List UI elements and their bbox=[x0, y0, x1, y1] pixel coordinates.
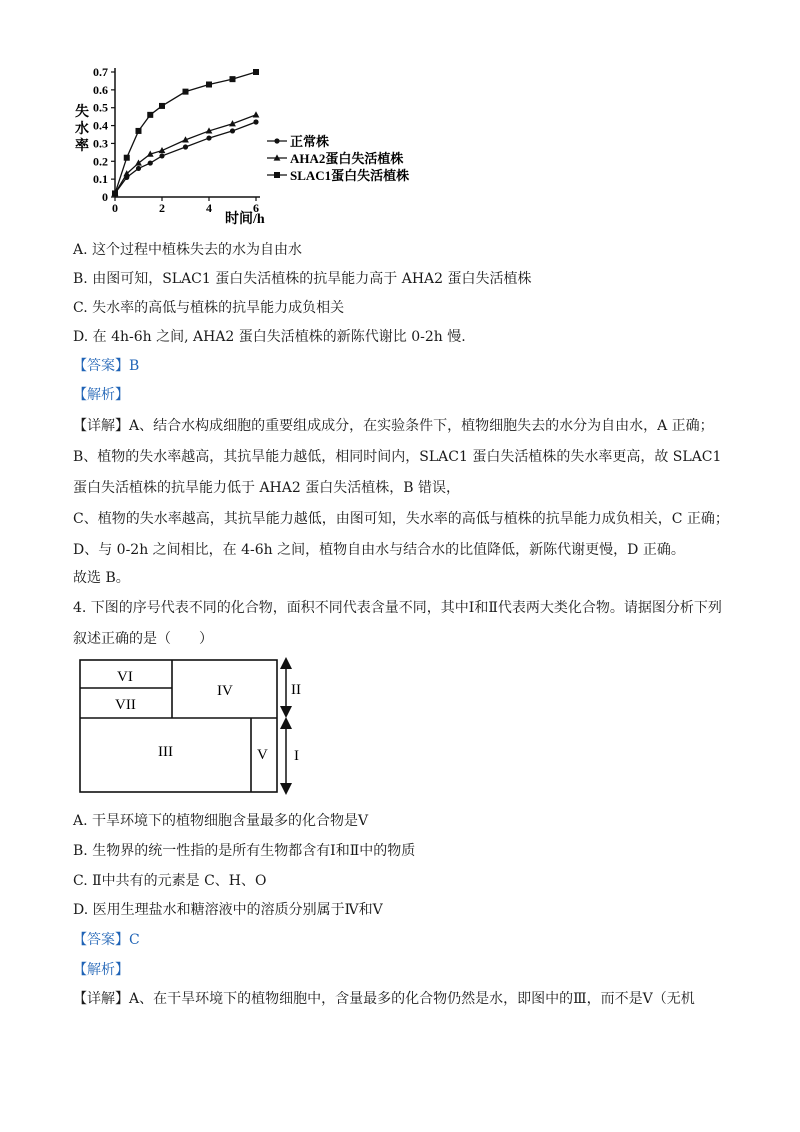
legend-marker bbox=[274, 172, 280, 178]
y-tick-label: 0.4 bbox=[93, 118, 108, 133]
q4-option-b: B. 生物界的统一性指的是所有生物都含有Ⅰ和Ⅱ中的物质 bbox=[73, 843, 416, 859]
q3-option-a: A. 这个过程中植株失去的水为自由水 bbox=[73, 242, 303, 258]
series-circle bbox=[112, 119, 258, 196]
label-iii: III bbox=[158, 744, 173, 760]
data-point bbox=[136, 128, 142, 134]
data-point bbox=[136, 166, 141, 171]
data-point bbox=[124, 155, 130, 161]
chart-legend bbox=[267, 134, 409, 183]
series-line bbox=[115, 115, 256, 194]
data-point bbox=[147, 112, 153, 118]
q3-conclusion: 故选 B。 bbox=[73, 570, 130, 586]
q3-answer: 【答案】B bbox=[73, 358, 140, 374]
data-point bbox=[230, 128, 235, 133]
label-v: V bbox=[257, 747, 268, 763]
legend-label: 正常株 bbox=[290, 134, 330, 149]
legend-label: SLAC1蛋白失活植株 bbox=[290, 168, 410, 183]
label-i: I bbox=[294, 748, 299, 764]
q3-detail-line-5: D、与 0-2h 之间相比，在 4-6h 之间，植物自由水与结合水的比值降低，新陈代谢更慢，D 正确。 bbox=[73, 542, 685, 558]
q3-detail-line-1: 【详解】A、结合水构成细胞的重要组成成分，在实验条件下，植物细胞失去的水分为自由水，A 正确； bbox=[73, 418, 714, 434]
y-axis-label: 失水率 bbox=[75, 105, 89, 154]
data-point bbox=[159, 103, 165, 109]
label-vi: VI bbox=[117, 669, 133, 685]
q3-option-c: C. 失水率的高低与植株的抗旱能力成负相关 bbox=[73, 300, 345, 316]
data-point bbox=[135, 159, 142, 165]
q4-detail-line-1: 【详解】A、在干旱环境下的植物细胞中，含量最多的化合物仍然是水，即图中的Ⅲ，而不是Ⅴ（无机 bbox=[73, 991, 695, 1007]
q4-stem-line-1: 4. 下图的序号代表不同的化合物，面积不同代表含量不同，其中Ⅰ和Ⅱ代表两大类化合物。请据图分析下列 bbox=[73, 600, 722, 616]
x-axis-label: 时间/h bbox=[225, 212, 265, 227]
q4-option-a: A. 干旱环境下的植物细胞含量最多的化合物是Ⅴ bbox=[73, 813, 369, 829]
data-point bbox=[253, 111, 260, 117]
label-ii: II bbox=[291, 682, 301, 698]
legend-label: AHA2蛋白失活植株 bbox=[290, 151, 404, 166]
chart-series bbox=[112, 69, 260, 196]
q3-option-d: D. 在 4h-6h 之间, AHA2 蛋白失活植株的新陈代谢比 0-2h 慢. bbox=[73, 329, 466, 345]
q3-option-b: B. 由图可知，SLAC1 蛋白失活植株的抗旱能力高于 AHA2 蛋白失活植株 bbox=[73, 271, 532, 287]
water-loss-chart bbox=[70, 58, 450, 228]
x-tick-label: 2 bbox=[159, 201, 165, 215]
y-tick-label: 0.1 bbox=[93, 172, 108, 187]
data-point bbox=[253, 69, 259, 75]
label-vii: VII bbox=[115, 697, 136, 713]
y-tick-label: 0.5 bbox=[93, 100, 108, 115]
series-square bbox=[112, 69, 259, 196]
q4-stem-line-2: 叙述正确的是（ ） bbox=[73, 631, 213, 647]
q4-analysis-heading: 【解析】 bbox=[73, 962, 129, 978]
data-point bbox=[159, 153, 164, 158]
series-triangle bbox=[112, 111, 260, 196]
q4-answer: 【答案】C bbox=[73, 932, 140, 948]
q3-detail-line-4: C、植物的失水率越高，其抗旱能力越低，由图可知，失水率的高低与植株的抗旱能力成负相关，C 正确； bbox=[73, 511, 729, 527]
y-tick-label: 0.2 bbox=[93, 154, 108, 169]
x-tick-label: 6 bbox=[253, 201, 259, 215]
data-point bbox=[148, 160, 153, 165]
x-tick-label: 0 bbox=[112, 201, 118, 215]
legend-marker bbox=[274, 138, 279, 143]
y-tick-label: 0.7 bbox=[93, 65, 108, 79]
q3-analysis-heading: 【解析】 bbox=[73, 387, 129, 403]
q4-option-c: C. Ⅱ中共有的元素是 C、H、O bbox=[73, 873, 267, 889]
q3-detail-line-3: 蛋白失活植株的抗旱能力低于 AHA2 蛋白失活植株，B 错误， bbox=[73, 480, 460, 496]
compound-area-diagram bbox=[60, 652, 340, 802]
outer-box bbox=[80, 660, 277, 792]
label-iv: IV bbox=[217, 683, 233, 699]
q3-detail-line-2: B、植物的失水率越高，其抗旱能力越低，相同时间内，SLAC1 蛋白失活植株的失水率更高，故 SLAC1 bbox=[73, 449, 722, 465]
q4-option-d: D. 医用生理盐水和糖溶液中的溶质分别属于Ⅳ和Ⅴ bbox=[73, 902, 383, 918]
data-point bbox=[206, 135, 211, 140]
data-point bbox=[183, 89, 189, 95]
data-point bbox=[183, 144, 188, 149]
data-point bbox=[253, 119, 258, 124]
x-tick-label: 4 bbox=[206, 201, 212, 215]
data-point bbox=[112, 190, 118, 196]
data-point bbox=[230, 76, 236, 82]
y-tick-label: 0.3 bbox=[93, 136, 108, 151]
y-tick-label: 0.6 bbox=[93, 82, 108, 97]
data-point bbox=[206, 82, 212, 88]
y-tick-label: 0 bbox=[102, 190, 108, 204]
